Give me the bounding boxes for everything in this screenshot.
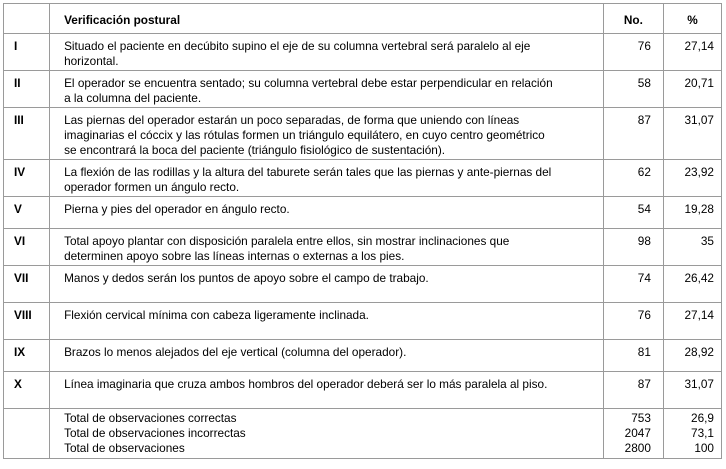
row-percent: 31,07 [663,372,721,409]
row-count: 76 [603,303,663,340]
description-line: Línea imaginaria que cruza ambos hombros del operador deberá ser lo más paralela al piso. [64,377,548,391]
header-empty-cell [4,4,50,34]
row-numeral: VI [4,229,50,266]
row-numeral: IV [4,160,50,197]
description-line: El operador se encuentra sentado; su columna vertebral debe estar perpendicular en relación [64,76,553,90]
row-description [50,266,604,303]
postural-verification-table [3,3,722,459]
row-numeral: II [4,71,50,108]
header-count: No. [603,4,663,34]
row-description [50,71,604,108]
row-percent: 27,14 [663,34,721,71]
table-row [4,340,722,372]
row-percent: 19,28 [663,197,721,229]
totals-percent: 100 [694,441,714,455]
row-count: 74 [603,266,663,303]
row-description [50,229,604,266]
row-numeral: III [4,108,50,160]
table-row [4,372,722,409]
totals-count: 2800 [624,441,651,455]
row-percent: 31,07 [663,108,721,160]
table-row [4,160,722,197]
table-row [4,229,722,266]
description-line: Las piernas del operador estarán un poco separadas, de forma que uniendo con líneas [64,113,520,127]
row-description [50,160,604,197]
row-percent: 23,92 [663,160,721,197]
table-row [4,34,722,71]
row-description [50,340,604,372]
row-numeral: VIII [4,303,50,340]
row-description [50,34,604,71]
description-line: Situado el paciente en decúbito supino el eje de su columna vertebral será paralelo al eje [64,39,531,53]
description-line: Total apoyo plantar con disposición paralela entre ellos, sin mostrar inclinaciones que [64,234,510,248]
row-numeral: I [4,34,50,71]
header-title: Verificación postural [50,4,604,34]
totals-empty-cell [4,409,50,459]
table-row [4,197,722,229]
table-row [4,71,722,108]
description-line: La flexión de las rodillas y la altura del taburete serán tales que las piernas y ante-piernas del [64,165,552,179]
totals-percent-cell [663,409,721,459]
row-count: 87 [603,108,663,160]
table-row [4,108,722,160]
row-count: 58 [603,71,663,108]
row-percent: 35 [663,229,721,266]
description-line: se encontrará la boca del paciente (triángulo fisiológico de sustentación). [64,143,446,157]
row-count: 62 [603,160,663,197]
table-row [4,266,722,303]
description-line: Flexión cervical mínima con cabeza ligeramente inclinada. [64,308,369,322]
row-count: 98 [603,229,663,266]
row-description [50,372,604,409]
row-numeral: X [4,372,50,409]
totals-label-cell [50,409,604,459]
totals-percent: 26,9 [691,411,714,425]
row-description [50,197,604,229]
row-numeral: IX [4,340,50,372]
description-line: Manos y dedos serán los puntos de apoyo sobre el campo de trabajo. [64,271,429,285]
row-percent: 27,14 [663,303,721,340]
description-line: a la columna del paciente. [64,91,202,105]
totals-label: Total de observaciones incorrectas [64,426,246,440]
row-percent: 28,92 [663,340,721,372]
totals-count: 753 [631,411,651,425]
table-header-row [4,4,722,34]
table-body [4,34,722,459]
row-count: 76 [603,34,663,71]
row-description [50,303,604,340]
row-description [50,108,604,160]
table-row [4,303,722,340]
row-count: 87 [603,372,663,409]
totals-percent: 73,1 [691,426,714,440]
description-line: determinen apoyo sobre las líneas internas o externas a los pies. [64,249,405,263]
totals-label: Total de observaciones [64,441,185,455]
row-percent: 26,42 [663,266,721,303]
description-line: operador formen un ángulo recto. [64,180,240,194]
description-line: horizontal. [64,54,119,68]
totals-count: 2047 [624,426,651,440]
totals-label: Total de observaciones correctas [64,411,237,425]
row-numeral: VII [4,266,50,303]
row-numeral: V [4,197,50,229]
row-count: 81 [603,340,663,372]
description-line: imaginarias el cóccix y las rótulas formen un triángulo equilátero, en cuyo centro geométrico [64,128,545,142]
header-percent: % [663,4,721,34]
totals-row [4,409,722,459]
description-line: Brazos lo menos alejados del eje vertical (columna del operador). [64,345,407,359]
row-count: 54 [603,197,663,229]
row-percent: 20,71 [663,71,721,108]
description-line: Pierna y pies del operador en ángulo recto. [64,202,290,216]
totals-count-cell [603,409,663,459]
